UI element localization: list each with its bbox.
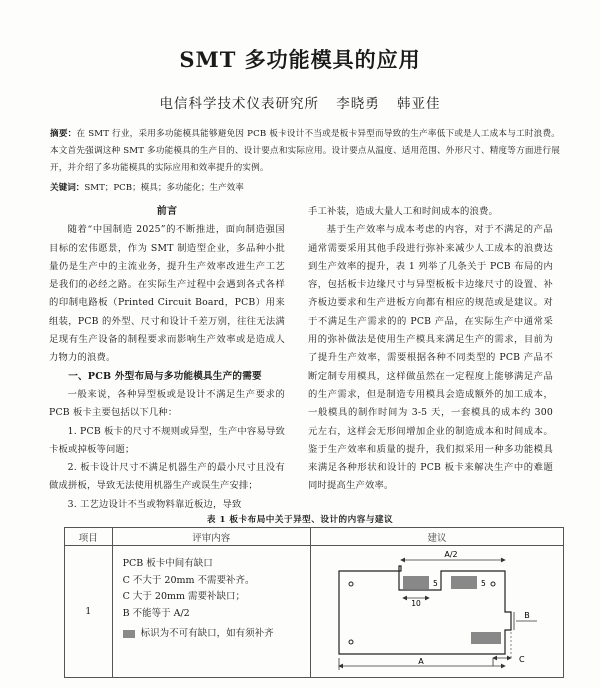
pcb-hole: [349, 640, 353, 644]
paragraph: 一般来说，各种异型板或是设计不满足生产要求的 PCB 板卡主要包括以下几种：: [49, 388, 285, 419]
author-line: [0, 92, 600, 112]
dimension-label: B: [524, 611, 530, 620]
dimension-label: 5: [480, 579, 486, 588]
paragraph: 1. PCB 板卡的尺寸不规则或异型，生产中容易导致卡板或掉板等问题；: [49, 425, 285, 455]
content-line: C 大于 20mm 需要补缺口；: [122, 591, 246, 602]
pcb-notch-diagram: [311, 546, 563, 674]
dimension-label: 10: [411, 599, 421, 608]
author-organization: 电信科学技术仪表研究所: [159, 96, 319, 112]
abstract: [50, 126, 560, 177]
content-line: C 不大于 20mm 不需要补齐。: [122, 574, 255, 586]
right-column: [308, 203, 553, 496]
paragraph: 手工补装，造成大量人工和时间成本的浪费。: [308, 206, 498, 217]
table-cell-advice: [310, 546, 563, 678]
legend-line: [123, 626, 302, 643]
paragraph: 基于生产效率与成本考虑的内容，对于不满足的产品通常需要采用其他手段进行弥补来减少人工成本的浪费达到生产效率的提升，表 1 列举了几条关于 PCB 布局的内容，包括板卡边缘尺寸与异型板板卡边缘尺寸的设置、补齐板边要求和生产进板方向都有相应的规范或是建议。对于不满足生产需求的的 PCB 产品，在实际生产中通常采用的弥补做法是使用生产模具来满足生产的需求，目前为了提升生产效率，需要根据各种不同类型的 PCB 产品不断定制专用模具，这样做虽然在一定程度上能够满足产品的生产需求，但是制造专用模具会造成额外的加工成本，一般模具的制作时间为 3-5 天，一套模具的成本约 300 元左右，这样会无形间增加企业的制造成本和时间成本。鉴于生产效率和质量的提升，我们拟采用一种多功能模具来满足各种形状和设计的 PCB 板卡来解决生产中的难题同时提高生产效率。: [308, 224, 553, 492]
table-header: 项目: [65, 528, 113, 546]
fill-area-swatch: [451, 576, 477, 589]
keywords: [50, 181, 560, 193]
dimension-label: C: [518, 655, 525, 664]
dimension-label: A: [418, 657, 424, 666]
dimension-label: 5: [432, 579, 438, 588]
table-caption: 表 1 板卡布局中关于异型、设计的内容与建议: [206, 515, 394, 525]
table-header-row: [65, 528, 564, 546]
paragraph: 2. 板卡设计尺寸不满足机器生产的最小尺寸且没有做成拼板，导致无法使用机器生产或误生产安排；: [49, 462, 285, 492]
section-heading: 一、PCB 外型布局与多功能模具生产的需要: [68, 370, 262, 382]
content-line: PCB 板卡中间有缺口: [122, 558, 213, 569]
fill-area-swatch: [403, 576, 429, 589]
abstract-text: 在 SMT 行业，采用多功能模具能够避免因 PCB 板卡设计不当或是板卡异型而导致的生产率低下或是人工成本与工时浪费。本文首先强调这种 SMT 多功能模具的生产目的、设计要点和实际应用。设计要点从温度、适用范围、外形尺寸、精度等方面进行展开，并介绍了多功能模具的实际应用和效率提升的实例。: [50, 129, 561, 173]
legend-text: 标识为不可有缺口，如有须补齐: [140, 628, 274, 639]
dimension-label: A/2: [444, 550, 458, 559]
table-header: 评审内容: [112, 528, 310, 546]
content-line: B 不能等于 A/2: [122, 607, 190, 619]
table-row: [65, 546, 564, 678]
paragraph: 随着“中国制造 2025”的不断推进，面向制造强国目标的宏伟愿景，作为 SMT 制造型企业，多品种小批量仍是生产中的主流业务，提升生产效率改进生产工艺是我们的必经之路。在实际生产过程中会遇到各式各样的印制电路板（Printed Circuit Board，PCB）用来组装，PCB 的外型、尺寸和设计千差万别，往往无法满足现有生产设备的制程要求而影响生产效率或是造成人力物力的浪费。: [49, 224, 285, 364]
paragraph: 3. 工艺边设计不当或物料靠近板边，导致: [67, 498, 242, 510]
page-title: SMT 多功能模具的应用: [179, 47, 421, 72]
author-name: 韩亚佳: [397, 96, 441, 112]
pcb-hole: [491, 582, 495, 586]
preface-heading: 前言: [156, 206, 178, 217]
pcb-hole: [349, 582, 353, 586]
table-cell-no: 1: [65, 546, 113, 678]
table-cell-content: [112, 546, 310, 678]
review-table: [64, 527, 564, 678]
left-column: [49, 203, 285, 514]
legend-swatch: [123, 630, 135, 638]
fill-area-swatch: [471, 632, 501, 644]
keywords-label: 关键词：: [50, 183, 85, 193]
author-name: 李晓勇: [336, 96, 380, 112]
abstract-label: 摘要：: [50, 129, 77, 139]
table-header: 建议: [310, 528, 563, 546]
keywords-text: SMT；PCB；模具；多功能化；生产效率: [84, 183, 244, 193]
